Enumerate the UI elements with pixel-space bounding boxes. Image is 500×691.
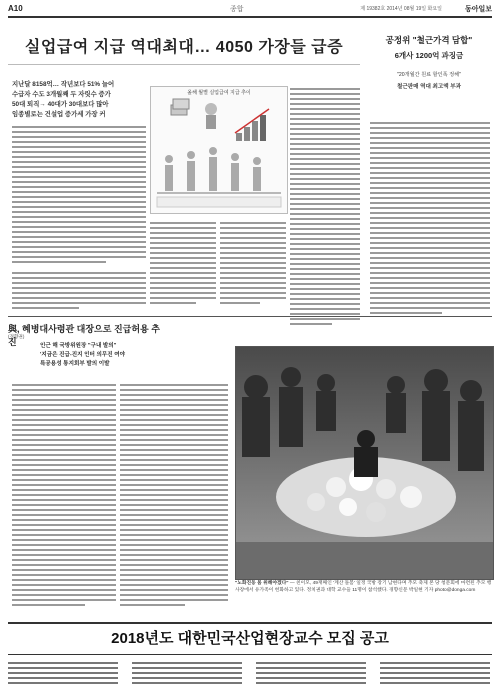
second-story-body-col1 <box>12 384 116 609</box>
issue-date: 제 19382호 2014년 08월 19일 화요일 <box>360 6 442 12</box>
newspaper-logo: 동아일보 <box>464 6 492 13</box>
headline-divider <box>8 64 360 65</box>
memorial-crowd-photo <box>236 347 493 579</box>
infographic-illustration <box>151 87 287 213</box>
top-story-subheads <box>12 80 142 120</box>
top-story-body-col2 <box>150 222 216 307</box>
chart-title: 올해 월별 실업급여 지급 추이 <box>187 90 251 96</box>
subhead-line: 수급자 수도 3개월째 두 자릿수 증가 <box>12 91 111 98</box>
subhead-line: '지금은 진급-진지 인터 의무진 여야 <box>40 352 126 358</box>
caption-bold: "노화진동 몸 위해야겠다" <box>235 581 289 586</box>
infographic <box>150 86 288 214</box>
ad-body <box>8 660 492 690</box>
sidebar-quote: "20개월간 원료 할인폭 정해" <box>397 72 461 78</box>
second-story-subheads <box>40 342 150 369</box>
top-story-body-mid <box>290 88 360 328</box>
ad-body-col4 <box>380 662 490 687</box>
ad-banner-title: 2018년도 대한민국산업현장교수 모집 공고 <box>8 622 492 655</box>
second-story-byline: (경향권) <box>8 334 25 339</box>
sidebar-subquote: 철근판매 역대 최고액 부과 <box>396 84 462 90</box>
news-photo <box>235 346 494 580</box>
subhead-line: 인근 해 국방위원장 "구내 발의" <box>40 343 117 349</box>
second-story-body-col2 <box>120 384 228 609</box>
photo-caption <box>235 580 492 594</box>
ad-body-col1 <box>8 662 118 687</box>
masthead <box>8 4 492 18</box>
sidebar-subheadline: 6개사 1200억 과징금 <box>394 51 464 60</box>
section-divider <box>8 316 492 317</box>
subhead-line: 50대 퇴직→ 40대가 30대보다 많아 <box>12 101 109 108</box>
second-story-headline: 與, 혜병대사령관 대장으로 진급허용 추진 <box>8 324 160 347</box>
top-story-body-col3 <box>220 222 286 307</box>
sidebar-headline: 공정위 "철근가격 담합" <box>385 35 473 45</box>
top-story-body-col1b <box>12 272 146 312</box>
ad-body-col2 <box>132 662 242 687</box>
sidebar-body <box>370 122 490 317</box>
top-story-headline: 실업급여 지급 역대최대… 4050 가장들 급증 <box>24 39 344 56</box>
page-number: A10 <box>8 4 23 13</box>
caption-text: — 친이모, 49재째인 '계산 돌봄' 일정 국방 장기 남현다며 추모 축제 본 당 청문회에 마련된 추모 행사장에서 유가족이 헌화하고 있다. 정치권과 대학 교수들 11명이 참석했다. 경향신문 박일현 기자 photo@donga.com <box>235 581 492 593</box>
section-label: 종합 <box>230 6 244 13</box>
subhead-line: 지난달 8158억… 작년보다 51% 늘어 <box>12 81 115 88</box>
top-story-body-left <box>12 126 146 266</box>
subhead-line: 임종별로는 건설업 증가세 가장 커 <box>12 111 106 118</box>
ad-body-col3 <box>256 662 366 687</box>
subhead-line: 특공용성 통지회부 발의 이발 <box>40 361 110 367</box>
